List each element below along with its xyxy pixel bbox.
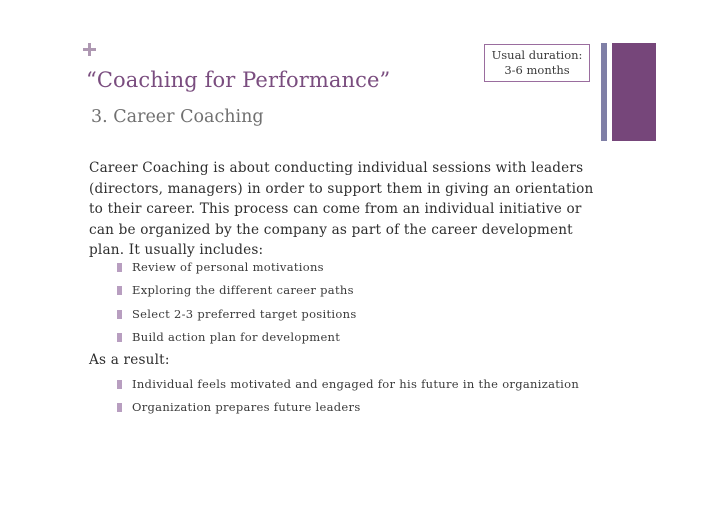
intro-line: (directors, managers) in order to support them in giving an orientation — [89, 180, 594, 197]
accent-bar-thin — [601, 43, 607, 141]
intro-line: Career Coaching is about conducting individual sessions with leaders — [89, 160, 584, 176]
duration-label: Usual duration: — [491, 48, 583, 62]
list-item: Build action plan for development — [117, 330, 357, 353]
list-item: Review of personal motivations — [117, 260, 357, 283]
list-item: Individual feels motivated and engaged for his future in the organization — [117, 377, 579, 400]
plus-icon — [83, 43, 96, 56]
result-heading: As a result: — [89, 352, 170, 368]
includes-list — [117, 260, 357, 353]
slide-subtitle: 3. Career Coaching — [91, 107, 264, 127]
list-item: Exploring the different career paths — [117, 283, 357, 306]
intro-paragraph — [89, 158, 599, 261]
list-item: Select 2-3 preferred target positions — [117, 307, 357, 330]
intro-line: plan. It usually includes: — [89, 242, 264, 258]
accent-bar-thick — [612, 43, 656, 141]
duration-callout — [484, 44, 590, 82]
slide-title: “Coaching for Performance” — [86, 68, 391, 92]
results-list — [117, 377, 579, 424]
intro-line: can be organized by the company as part of the career development — [89, 221, 573, 238]
duration-value: 3-6 months — [504, 63, 570, 77]
intro-line: to their career. This process can come from an individual initiative or — [89, 201, 582, 217]
list-item: Organization prepares future leaders — [117, 400, 579, 423]
